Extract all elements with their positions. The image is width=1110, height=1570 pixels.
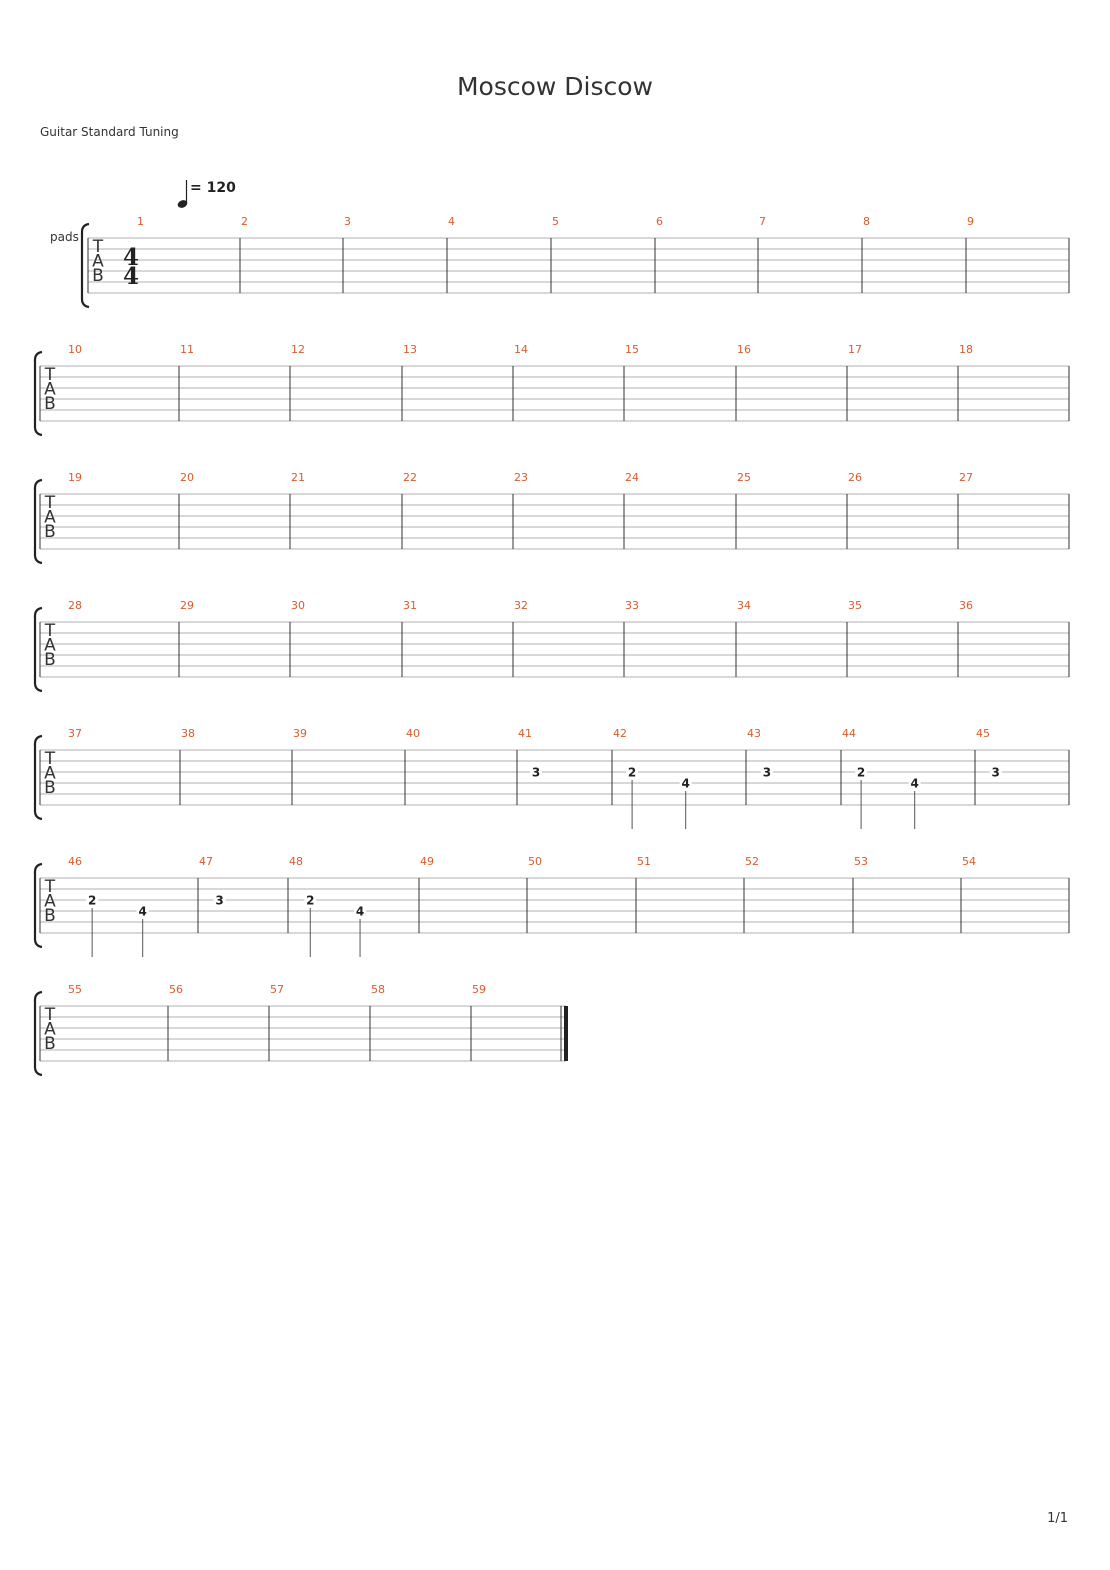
tab-clef-letter: T (44, 365, 56, 385)
tab-clef-letter: B (44, 650, 56, 670)
tab-clef-letter: B (44, 906, 56, 926)
measure-number: 31 (403, 599, 417, 612)
measure-number: 14 (514, 343, 528, 356)
measure-number: 18 (959, 343, 973, 356)
measure-number: 52 (745, 855, 759, 868)
measure-number: 53 (854, 855, 868, 868)
measure-number: 27 (959, 471, 973, 484)
measure-number: 46 (68, 855, 82, 868)
system-bracket (35, 736, 42, 819)
system-bracket (35, 480, 42, 563)
system-bracket (35, 608, 42, 691)
page-number: 1/1 (1047, 1511, 1068, 1526)
fret-number: 2 (627, 765, 637, 780)
tab-clef-letter: B (44, 1034, 56, 1054)
tab-clef-letter: A (44, 1019, 56, 1040)
measure-number: 21 (291, 471, 305, 484)
measure-number: 57 (270, 983, 284, 996)
tempo-value: = 120 (190, 180, 236, 196)
measure-number: 23 (514, 471, 528, 484)
tab-clef-letter: T (44, 877, 56, 897)
measure-number: 7 (759, 215, 766, 228)
track-name: pads (50, 230, 79, 244)
system-bracket (35, 864, 42, 947)
measure-number: 2 (241, 215, 248, 228)
measure-number: 34 (737, 599, 751, 612)
measure-number: 9 (967, 215, 974, 228)
measure-number: 22 (403, 471, 417, 484)
measure-number: 24 (625, 471, 639, 484)
measure-number: 50 (528, 855, 542, 868)
measure-number: 1 (137, 215, 144, 228)
tab-clef-letter: T (44, 621, 56, 641)
measure-number: 19 (68, 471, 82, 484)
measure-number: 4 (448, 215, 455, 228)
tab-clef-letter: A (44, 891, 56, 912)
tab-clef-letter: B (44, 394, 56, 414)
measure-number: 40 (406, 727, 420, 740)
time-signature-numerator: 4 (122, 244, 140, 271)
measure-number: 32 (514, 599, 528, 612)
fret-number: 3 (762, 765, 772, 780)
measure-number: 56 (169, 983, 183, 996)
measure-number: 45 (976, 727, 990, 740)
measure-number: 42 (613, 727, 627, 740)
measure-number: 12 (291, 343, 305, 356)
final-barline-thick (564, 1006, 568, 1061)
fret-number: 2 (87, 893, 97, 908)
measure-number: 13 (403, 343, 417, 356)
measure-number: 59 (472, 983, 486, 996)
measure-number: 3 (344, 215, 351, 228)
measure-number: 20 (180, 471, 194, 484)
measure-number: 33 (625, 599, 639, 612)
tab-clef-letter: B (92, 266, 104, 286)
measure-number: 55 (68, 983, 82, 996)
measure-number: 16 (737, 343, 751, 356)
tuning-label: Guitar Standard Tuning (40, 125, 179, 139)
measure-number: 38 (181, 727, 195, 740)
measure-number: 6 (656, 215, 663, 228)
measure-number: 41 (518, 727, 532, 740)
tab-clef-letter: A (44, 379, 56, 400)
measure-number: 5 (552, 215, 559, 228)
tab-clef-letter: A (44, 507, 56, 528)
tab-clef-letter: B (44, 778, 56, 798)
measure-number: 11 (180, 343, 194, 356)
fret-number: 2 (856, 765, 866, 780)
measure-number: 28 (68, 599, 82, 612)
measure-number: 54 (962, 855, 976, 868)
measure-number: 48 (289, 855, 303, 868)
fret-number: 4 (355, 904, 365, 919)
fret-number: 3 (531, 765, 541, 780)
measure-number: 15 (625, 343, 639, 356)
fret-number: 4 (681, 776, 690, 791)
measure-number: 25 (737, 471, 751, 484)
measure-number: 58 (371, 983, 385, 996)
measure-number: 35 (848, 599, 862, 612)
measure-number: 47 (199, 855, 213, 868)
measure-number: 44 (842, 727, 856, 740)
measure-number: 39 (293, 727, 307, 740)
tab-clef-letter: A (44, 635, 56, 656)
tab-clef-letter: T (44, 749, 56, 769)
measure-number: 51 (637, 855, 651, 868)
fret-number: 4 (910, 776, 919, 791)
fret-number: 3 (215, 893, 224, 908)
tab-clef-letter: A (44, 763, 56, 784)
measure-number: 17 (848, 343, 862, 356)
measure-number: 26 (848, 471, 862, 484)
measure-number: 29 (180, 599, 194, 612)
fret-number: 3 (991, 765, 1000, 780)
measure-number: 10 (68, 343, 82, 356)
system-bracket (35, 352, 42, 435)
tab-clef-letter: T (44, 1005, 56, 1025)
measure-number: 36 (959, 599, 973, 612)
system-bracket (35, 992, 42, 1075)
measure-number: 49 (420, 855, 434, 868)
tab-clef-letter: A (92, 251, 104, 272)
tab-clef-letter: T (92, 237, 104, 257)
tab-clef-letter: T (44, 493, 56, 513)
fret-number: 2 (306, 893, 315, 908)
measure-number: 8 (863, 215, 870, 228)
time-signature-denominator: 4 (122, 263, 140, 290)
fret-number: 4 (138, 904, 147, 919)
measure-number: 30 (291, 599, 305, 612)
tab-clef-letter: B (44, 522, 56, 542)
measure-number: 43 (747, 727, 761, 740)
measure-number: 37 (68, 727, 82, 740)
song-title: Moscow Discow (456, 72, 654, 101)
